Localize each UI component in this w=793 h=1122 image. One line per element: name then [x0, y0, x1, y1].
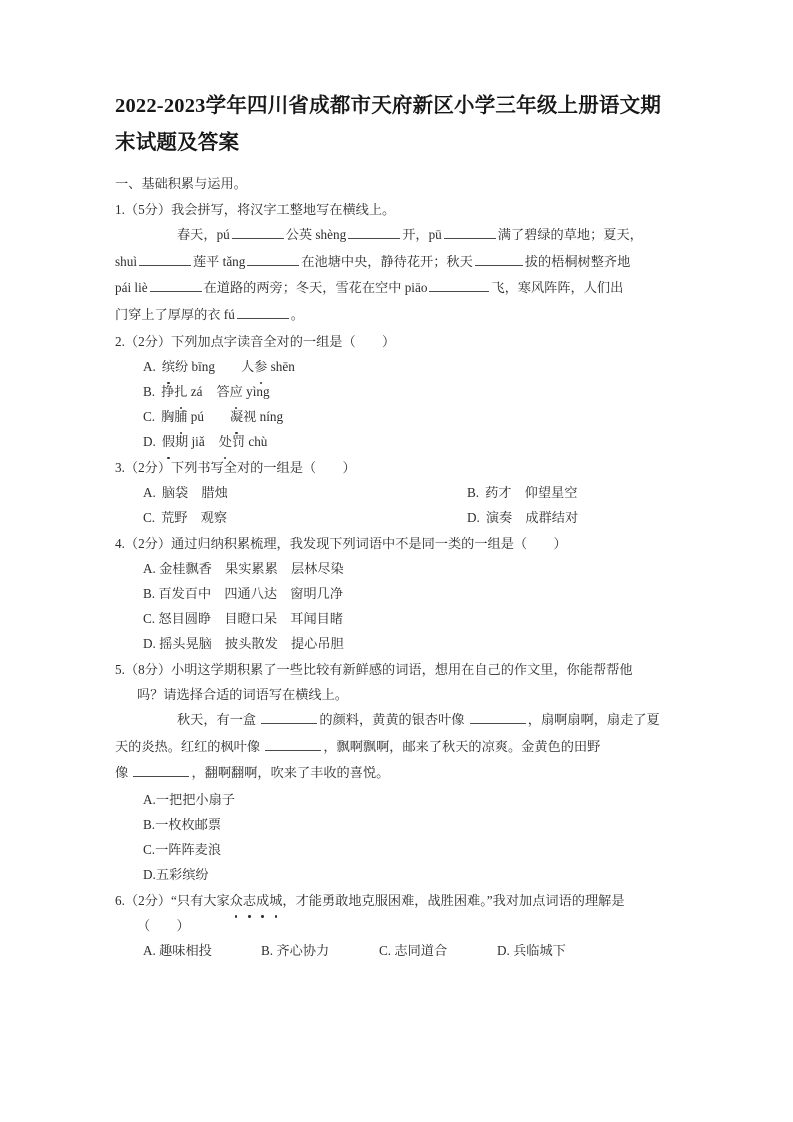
- question-6: [115, 888, 701, 963]
- question-4: [115, 531, 701, 656]
- dotted-char: 扎: [174, 379, 187, 404]
- question-1-passage-line-1: [115, 222, 701, 249]
- option-word: 处罚: [219, 434, 245, 449]
- pinyin-run: tǎng: [222, 253, 246, 269]
- option-pinyin: shēn: [270, 359, 295, 374]
- pinyin-run: pū: [428, 227, 442, 242]
- question-5-options: [115, 787, 701, 887]
- dotted-char: 处: [219, 429, 232, 454]
- fill-blank[interactable]: [475, 252, 523, 266]
- dotted-char: 城: [269, 888, 282, 913]
- option-a[interactable]: A.一把把小扇子: [143, 791, 235, 807]
- option-label: C.: [143, 409, 156, 424]
- dotted-char: 脯: [174, 404, 187, 429]
- text-run: 6.（2分）“只有大家: [115, 892, 230, 908]
- option-label: C.: [143, 510, 156, 525]
- question-6-stem-line-1: [115, 888, 701, 913]
- option-b[interactable]: B.一枚枚邮票: [143, 816, 222, 832]
- fill-blank[interactable]: [247, 252, 299, 266]
- option-pinyin: zá: [190, 384, 203, 399]
- option-text: 脑袋 腊烛: [161, 485, 228, 500]
- option-word: 胸脯: [161, 409, 187, 424]
- option-word: 假期: [162, 434, 188, 449]
- option-d[interactable]: D. 摇头晃脑 披头散发 提心吊胆: [143, 636, 344, 651]
- option-word: 人参: [241, 359, 267, 374]
- fill-blank[interactable]: [150, 278, 202, 292]
- option-a[interactable]: [115, 480, 439, 505]
- option-pinyin: pú: [190, 409, 204, 424]
- text-run: ，翻啊翻啊，吹来了丰收的喜悦。: [191, 765, 390, 780]
- option-text: 演奏 成群结对: [485, 510, 579, 525]
- option-b[interactable]: B. 齐心协力: [261, 942, 330, 958]
- question-5-passage-line-2: [115, 734, 701, 761]
- question-2-stem: 2.（2分）下列加点字读音全对的一组是（ ）: [115, 334, 396, 349]
- fill-blank[interactable]: [444, 225, 496, 239]
- question-1-passage-line-2: [115, 249, 701, 276]
- text-run: 春天，: [177, 227, 217, 242]
- text-run: 在道路的两旁；冬天，雪花在空中: [203, 280, 405, 295]
- pinyin-run: pú: [216, 227, 230, 242]
- text-run: 像: [115, 765, 132, 780]
- question-5-passage-line-3: [115, 760, 701, 787]
- text-run: ，才能勇敢地克服困难，战胜困难。”我对加点词语的理解是: [282, 892, 625, 908]
- dotted-char: 众: [230, 888, 243, 913]
- fill-blank[interactable]: [139, 252, 191, 266]
- text-run: 在池塘中央，静待花开；秋天: [301, 253, 473, 269]
- question-4-stem: 4.（2分）通过归纳积累梳理，我发现下列词语中不是同一类的一组是（ ）: [115, 536, 567, 551]
- question-1-stem: 1.（5分）我会拼写，将汉字工整地写在横线上。: [115, 202, 396, 217]
- question-6-stem-line-2: （ ）: [137, 917, 190, 933]
- question-5-stem-line-1: 5.（8分）小明这学期积累了一些比较有新鲜感的词语，想用在自己的作文里，你能帮帮他: [115, 662, 633, 677]
- option-label: D.: [143, 434, 156, 449]
- option-d[interactable]: [115, 429, 701, 454]
- text-run: ，飘啊飘啊，邮来了秋天的凉爽。金黄色的田野: [323, 738, 601, 754]
- option-word: 挣扎: [161, 384, 187, 399]
- pinyin-run: shuì: [115, 253, 137, 269]
- option-pinyin: jiǎ: [191, 434, 205, 449]
- text-run: 的颜料，黄黄的银杏叶像: [319, 712, 468, 727]
- option-a[interactable]: A. 趣味相投: [143, 942, 212, 958]
- option-d[interactable]: D. 兵临城下: [497, 942, 566, 958]
- pinyin-run: shèng: [315, 227, 347, 242]
- fill-blank[interactable]: [133, 763, 189, 777]
- option-word: 凝视: [230, 409, 256, 424]
- option-c[interactable]: C.一阵阵麦浪: [143, 841, 222, 857]
- option-label: D.: [467, 510, 480, 525]
- option-word: 答应: [216, 384, 242, 399]
- dotted-char: 应: [230, 379, 243, 404]
- text-run: 。: [290, 306, 304, 322]
- question-2-options: [115, 354, 701, 454]
- dotted-char: 缤: [162, 354, 175, 379]
- fill-blank[interactable]: [348, 225, 400, 239]
- question-2: [115, 329, 701, 454]
- dotted-char: 志: [243, 888, 256, 913]
- question-6-options: [115, 938, 701, 963]
- dotted-char: 假: [162, 429, 175, 454]
- question-1-passage-line-4: [115, 302, 701, 329]
- question-3-options: [115, 480, 701, 530]
- text-run: 开，: [402, 227, 429, 242]
- question-1-passage-line-3: [115, 275, 701, 302]
- text-run: 莲平: [192, 253, 223, 269]
- dotted-phrase: [230, 893, 283, 908]
- option-pinyin: yìng: [246, 384, 270, 399]
- option-pinyin: bīng: [191, 359, 215, 374]
- question-5: [115, 657, 701, 887]
- option-label: B.: [467, 485, 480, 500]
- option-text: 药才 仰望星空: [485, 485, 578, 500]
- pinyin-run: fú: [223, 306, 235, 322]
- question-3: [115, 455, 701, 530]
- fill-blank[interactable]: [261, 710, 317, 724]
- fill-blank[interactable]: [237, 305, 289, 319]
- question-5-stem-line-2: 吗？请选择合适的词语写在横线上。: [137, 687, 348, 702]
- page-title: 2022-2023学年四川省成都市天府新区小学三年级上册语文期末试题及答案: [115, 95, 662, 154]
- question-3-stem: 3.（2分）下列书写全对的一组是（ ）: [115, 460, 356, 475]
- section-heading: 一、基础积累与运用。: [115, 176, 247, 191]
- option-d[interactable]: [439, 505, 578, 530]
- fill-blank[interactable]: [470, 710, 526, 724]
- option-c[interactable]: [115, 505, 439, 530]
- option-pinyin: níng: [259, 409, 284, 424]
- pinyin-run: pái liè: [115, 280, 148, 295]
- option-b[interactable]: [439, 480, 577, 505]
- option-b[interactable]: [115, 379, 701, 404]
- option-d[interactable]: D.五彩缤纷: [143, 866, 209, 882]
- dotted-char: 凝: [230, 404, 243, 429]
- option-text: 荒野 观察: [161, 510, 228, 525]
- text-run: 秋天，有一盒: [177, 712, 260, 727]
- option-label: A.: [143, 485, 156, 500]
- option-label: B.: [143, 384, 156, 399]
- option-a[interactable]: [115, 354, 701, 379]
- option-label: A.: [143, 359, 156, 374]
- text-run: 门穿上了厚厚的衣: [115, 306, 224, 322]
- option-row: [115, 505, 701, 530]
- text-run: 天的炎热。红红的枫叶像: [115, 738, 264, 754]
- text-run: 飞，寒风阵阵，人们出: [491, 280, 624, 295]
- option-c[interactable]: C. 志同道合: [379, 942, 448, 958]
- option-c[interactable]: [115, 404, 701, 429]
- question-1: [115, 197, 701, 328]
- question-5-passage-line-1: [115, 707, 701, 734]
- text-run: 公英: [285, 227, 316, 242]
- text-run: ，扇啊扇啊，扇走了夏: [527, 712, 660, 727]
- dotted-char: 参: [254, 354, 267, 379]
- option-c[interactable]: C. 怒目圆睁 目瞪口呆 耳闻目睹: [143, 611, 344, 626]
- option-b[interactable]: B. 百发百中 四通八达 窗明几净: [143, 586, 344, 601]
- fill-blank[interactable]: [265, 737, 321, 751]
- fill-blank[interactable]: [232, 225, 284, 239]
- text-run: 拔的梧桐树整齐地: [524, 253, 631, 269]
- question-4-options: [115, 556, 701, 656]
- option-pinyin: chù: [248, 434, 268, 449]
- option-row: [115, 480, 701, 505]
- option-word: 缤纷: [162, 359, 188, 374]
- dotted-char: 成: [256, 888, 269, 913]
- option-a[interactable]: A. 金桂飘香 果实累累 层林尽染: [143, 561, 344, 576]
- pinyin-run: piāo: [404, 280, 428, 295]
- fill-blank[interactable]: [429, 278, 489, 292]
- text-run: 满了碧绿的草地；夏天，: [497, 227, 643, 242]
